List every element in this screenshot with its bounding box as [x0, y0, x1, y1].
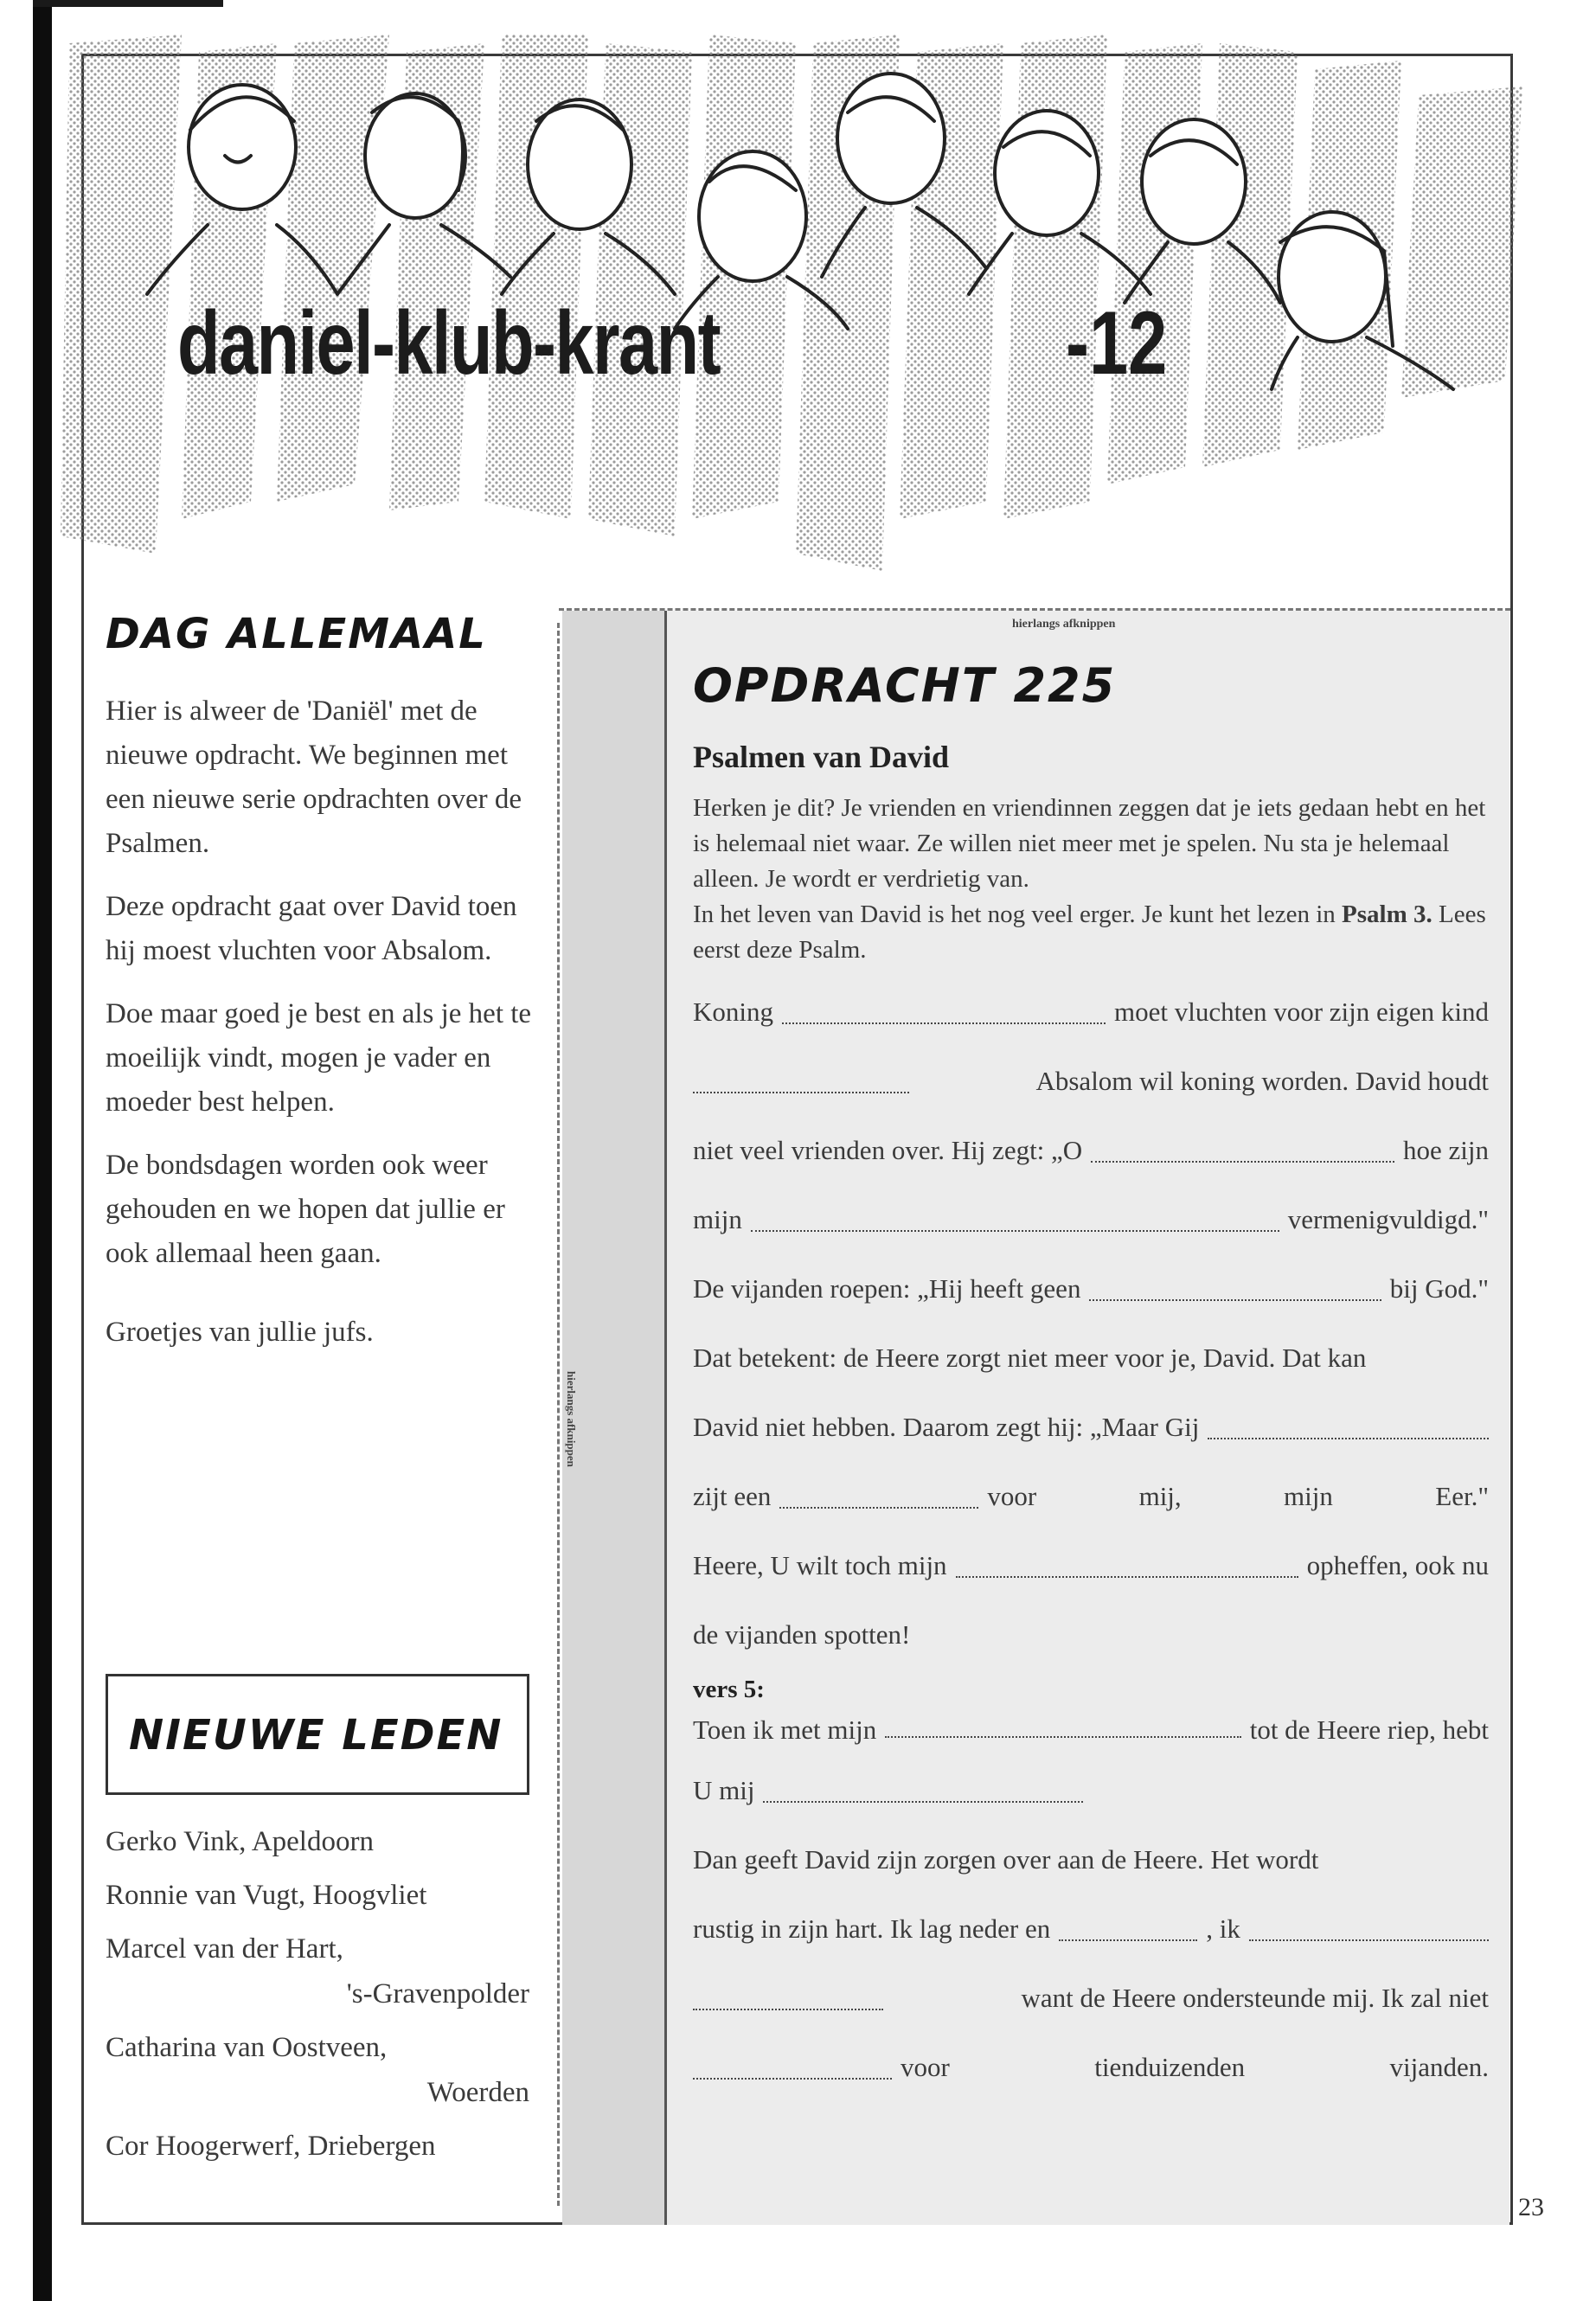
list-item: [106, 1819, 529, 1864]
answer-blank[interactable]: [779, 1507, 978, 1509]
intro-paragraph: Deze opdracht gaat over David toen hij moest vluchten voor Absalom.: [106, 891, 517, 966]
intro-paragraph: Hier is alweer de 'Daniël' met de nieuwe opdracht. We beginnen met een nieuwe serie opdrachten over de Psalmen.: [106, 695, 522, 859]
answer-blank[interactable]: [693, 1092, 909, 1093]
page-number: 23: [1518, 2193, 1544, 2221]
fill-line: [693, 1975, 1489, 2044]
left-column: [106, 610, 538, 1355]
line-text: vermenigvuldigd.": [1287, 1204, 1489, 1234]
fill-line: [693, 1612, 1489, 1672]
cut-strip-label: hierlangs afknippen: [565, 1371, 578, 1467]
answer-blank[interactable]: [1091, 1161, 1394, 1163]
answer-blank[interactable]: [1208, 1438, 1489, 1439]
list-item: [106, 1873, 529, 1918]
psalm-reference: Psalm 3.: [1342, 901, 1433, 928]
member-place: Woerden: [426, 2077, 529, 2108]
list-item: [106, 2124, 529, 2169]
cut-label: hierlangs afknippen: [1012, 618, 1116, 631]
answer-blank[interactable]: [751, 1230, 1279, 1232]
fill-line: [693, 989, 1489, 1058]
fill-line: [693, 1196, 1489, 1266]
intro2-text: In het leven van David is het nog veel erger. Je kunt het lezen in: [693, 901, 1343, 928]
line-text: zijt een: [693, 1481, 772, 1511]
line-text: Toen ik met mijn: [693, 1715, 877, 1745]
answer-blank[interactable]: [693, 2009, 883, 2010]
assignment-title: OPDRACHT 225: [693, 658, 1117, 713]
answer-blank[interactable]: [763, 1801, 1083, 1803]
line-text: voor tienduizenden vijanden.: [901, 2052, 1489, 2082]
fill-line: [693, 1906, 1489, 1975]
line-text: De vijanden roepen: „Hij heeft geen: [693, 1273, 1081, 1304]
answer-blank[interactable]: [956, 1576, 1298, 1578]
fill-line: [693, 1058, 1489, 1127]
member-name: Ronnie van Vugt, Hoogvliet: [106, 1880, 427, 1911]
fill-line: [693, 2044, 1489, 2113]
assignment-intro-2: [693, 897, 1489, 968]
member-name: Cor Hoogerwerf, Driebergen: [106, 2131, 436, 2162]
vers-label: vers 5:: [693, 1676, 765, 1703]
answer-blank[interactable]: [1249, 1939, 1489, 1941]
line-text: moet vluchten voor zijn eigen kind: [1113, 997, 1489, 1027]
line-text: hoe zijn: [1403, 1135, 1489, 1165]
masthead-title: daniel-klub-krant: [177, 293, 721, 394]
line-text: , ik: [1206, 1913, 1240, 1944]
fill-line: [693, 1266, 1489, 1335]
new-members-heading: NIEUWE LEDEN: [129, 1711, 503, 1759]
line-text: Dan geeft David zijn zorgen over aan de Heere. Het wordt: [693, 1844, 1319, 1875]
line-text: voor mij, mijn Eer.": [987, 1481, 1489, 1511]
line-text: tot de Heere riep, hebt: [1249, 1715, 1489, 1745]
line-text: opheffen, ook nu: [1306, 1550, 1489, 1580]
members-list: [106, 1819, 529, 2177]
dag-allemaal-heading: DAG ALLEMAAL: [106, 610, 487, 658]
line-text: rustig in zijn hart. Ik lag neder en: [693, 1913, 1051, 1944]
fill-line: [693, 1127, 1489, 1196]
fill-line: [693, 1707, 1489, 1767]
fill-line: [693, 1335, 1489, 1404]
fill-line: [693, 1473, 1489, 1542]
answer-blank[interactable]: [782, 1022, 1106, 1024]
line-text: David niet hebben. Daarom zegt hij: „Maar Gij: [693, 1412, 1200, 1442]
member-place: 's-Gravenpolder: [346, 1978, 529, 2009]
list-item: [106, 1926, 529, 2016]
line-text: Heere, U wilt toch mijn: [693, 1550, 947, 1580]
line-text: de vijanden spotten!: [693, 1619, 911, 1650]
line-text: bij God.": [1389, 1273, 1489, 1304]
intro-paragraph: Doe maar goed je best en als je het te moeilijk vindt, mogen je vader en moeder best helpen.: [106, 998, 532, 1118]
fill-line: [693, 1767, 1489, 1836]
answer-blank[interactable]: [885, 1736, 1240, 1738]
line-text: want de Heere ondersteunde mij. Ik zal niet: [1021, 1983, 1489, 2013]
fill-line: [693, 1836, 1489, 1906]
line-text: U mij: [693, 1775, 755, 1805]
issue-number: -12: [1066, 293, 1168, 394]
answer-blank[interactable]: [1089, 1299, 1381, 1301]
intro2-text-end: Lees eerst deze Psalm.: [693, 901, 1486, 964]
line-text: Absalom wil koning worden. David houdt: [1035, 1066, 1489, 1096]
answer-blank[interactable]: [1059, 1939, 1197, 1941]
line-text: niet veel vrienden over. Hij zegt: „O: [693, 1135, 1083, 1165]
line-text: Dat betekent: de Heere zorgt niet meer voor je, David. Dat kan: [693, 1343, 1367, 1373]
cut-line-vertical: [557, 623, 560, 2206]
intro-text: [106, 689, 538, 1276]
member-name: Marcel van der Hart,: [106, 1933, 343, 1965]
member-name: Gerko Vink, Apeldoorn: [106, 1826, 374, 1857]
answer-blank[interactable]: [693, 2078, 892, 2080]
greeting: Groetjes van jullie jufs.: [106, 1317, 374, 1348]
assignment-subtitle: Psalmen van David: [693, 740, 950, 774]
intro-paragraph: De bondsdagen worden ook weer gehouden en we hopen dat jullie er ook allemaal heen gaan.: [106, 1150, 505, 1269]
new-members-box: [106, 1674, 529, 1795]
assignment-panel: [664, 611, 1509, 2225]
fill-line: [693, 1404, 1489, 1473]
member-name: Catharina van Oostveen,: [106, 2032, 388, 2063]
binding-top: [33, 0, 223, 7]
list-item: [106, 2025, 529, 2115]
binding-edge: [33, 0, 52, 2301]
line-text: mijn: [693, 1204, 742, 1234]
fill-line: [693, 1542, 1489, 1612]
line-text: Koning: [693, 997, 773, 1027]
assignment-intro: Herken je dit? Je vrienden en vriendinnen zeggen dat je iets gedaan hebt en het is helemaal niet waar. Ze willen niet meer met je spelen. Nu sta je helemaal alleen. Je wordt er verdrietig van.: [693, 794, 1486, 893]
